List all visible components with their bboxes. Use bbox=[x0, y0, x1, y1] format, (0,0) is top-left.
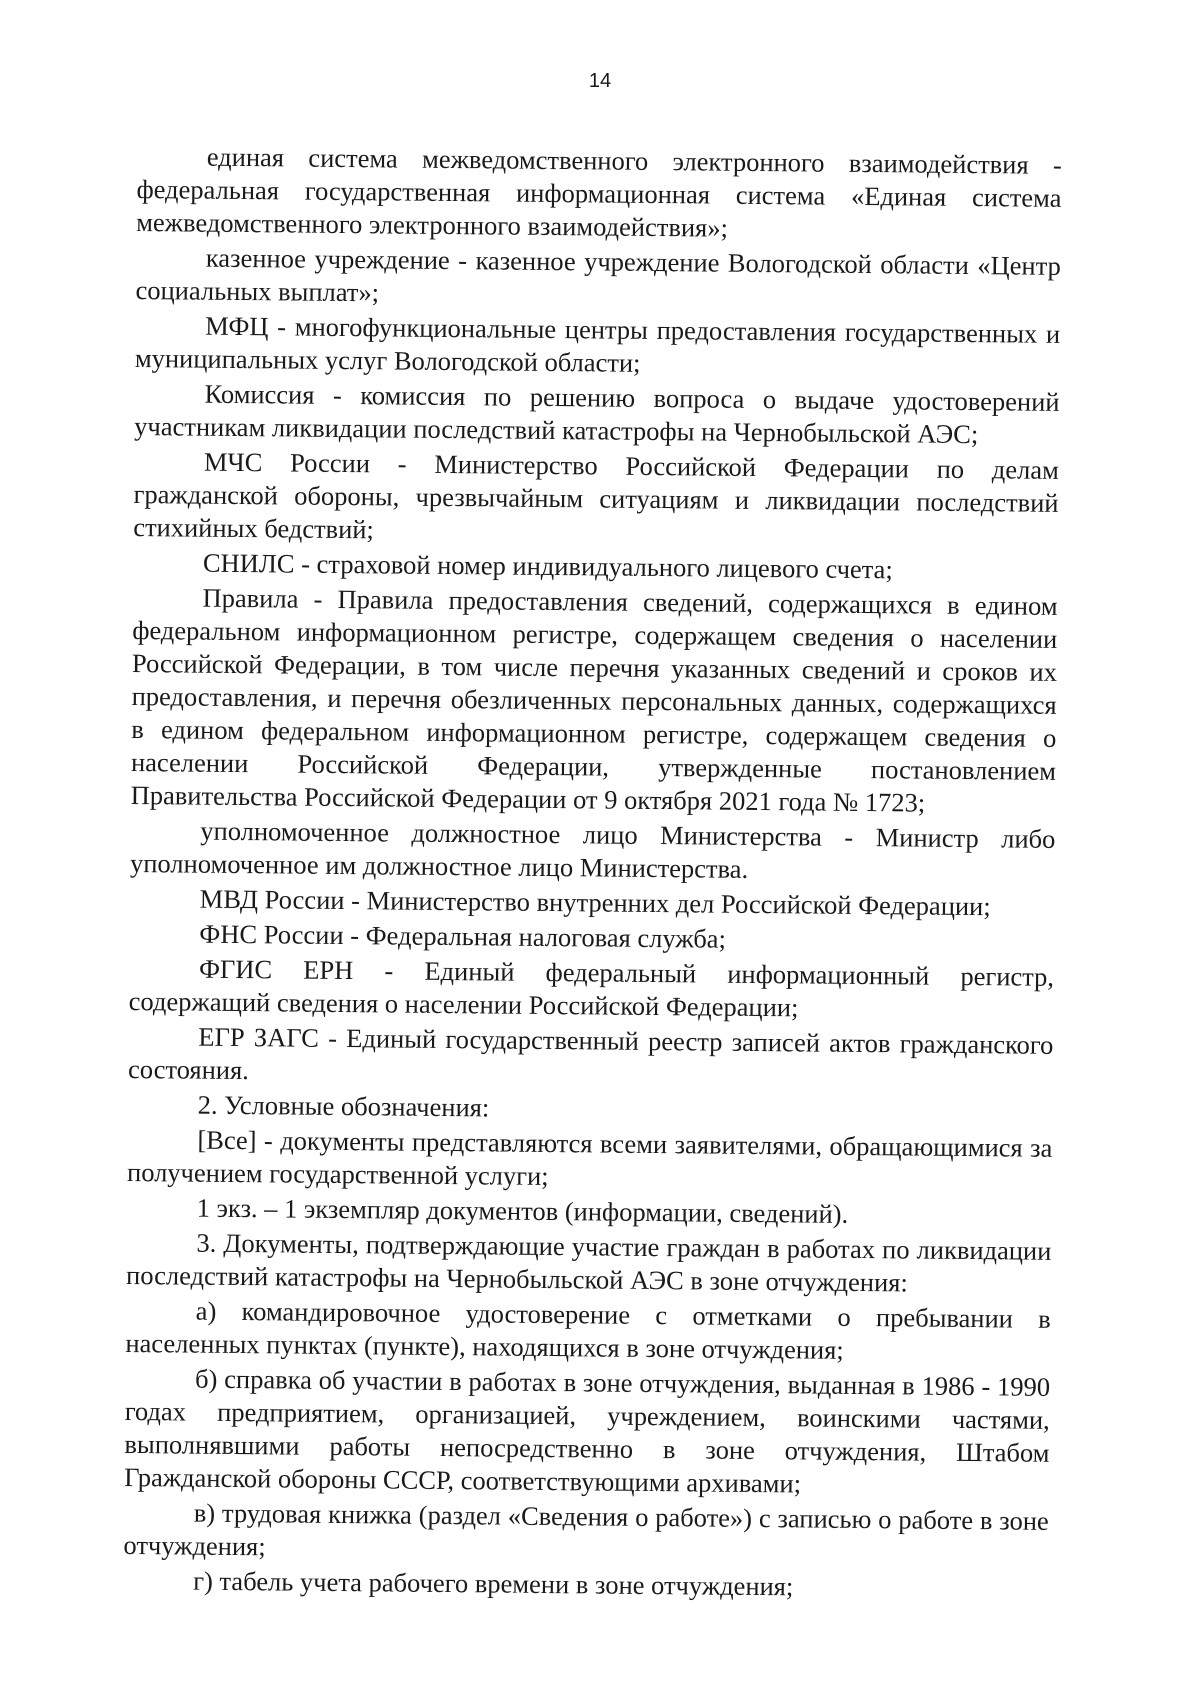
definition-paragraph: СНИЛС - страховой номер индивидуального лицевого счета; bbox=[202, 547, 893, 585]
list-item: в) трудовая книжка (раздел «Сведения о работе») с записью о работе в зоне отчуждения; bbox=[123, 1497, 1049, 1562]
page-number: 14 bbox=[588, 70, 612, 92]
definition-paragraph: МВД России - Министерство внутренних дел Российской Федерации; bbox=[199, 883, 991, 922]
definition-paragraph: единая система межведомственного электронного взаимодействия - федеральная государственная информационная система «Единая система межведомственного электронного взаимодействия»; bbox=[136, 141, 1062, 243]
list-item: г) табель учета рабочего времени в зоне отчуждения; bbox=[193, 1565, 794, 1602]
definition-paragraph: Правила - Правила предоставления сведений, содержащихся в едином федеральном информационном регистре, содержащем сведения о населении Российской Федерации, в том числе перечня указанных сведений и сроков их предоставления, и перечня обезличенных персональных данных, содержащихся в едином федеральном информационном регистре, содержащем сведения о населении Российской Федерации, утвержденные постановлением Правительства Российской Федерации от 9 октября 2021 года № 1723; bbox=[130, 582, 1058, 818]
document-body bbox=[123, 140, 1062, 1608]
section-heading: 3. Документы, подтверждающие участие граждан в работах по ликвидации последствий катастрофы на Чернобыльской АЭС в зоне отчуждения: bbox=[125, 1227, 1052, 1298]
list-item: б) справка об участии в работах в зоне отчуждения, выданная в 1986 - 1990 годах предприятием, организацией, учреждением, воинскими частями, выполнявшими работы непосредственно в зоне отчуждения, Штабом Гражданской обороны СССР, соответствующими архивами; bbox=[124, 1363, 1051, 1499]
definition-paragraph: Комиссия - комиссия по решению вопроса о выдаче удостоверений участникам ликвидации последствий катастрофы на Чернобыльской АЭС; bbox=[134, 378, 1060, 450]
definition-paragraph: уполномоченное должностное лицо Министерства - Министр либо уполномоченное им должностное лицо Министерства. bbox=[129, 815, 1056, 884]
list-item: а) командировочное удостоверение с отметками о пребывании в населенных пунктах (пункте), находящихся в зоне отчуждения; bbox=[125, 1295, 1051, 1365]
definition-paragraph: ФНС России - Федеральная налоговая служба; bbox=[199, 918, 727, 954]
definition-paragraph: МЧС России - Министерство Российской Федерации по делам гражданской обороны, чрезвычайным ситуациям и ликвидации последствий стихийных бедствий; bbox=[133, 446, 1060, 545]
notation-paragraph: [Все] - документы представляются всеми заявителями, обращающимися за получением государственной услуги; bbox=[126, 1124, 1053, 1191]
definition-paragraph: ЕГР ЗАГС - Единый государственный реестр записей актов гражданского состояния. bbox=[127, 1021, 1054, 1086]
definition-paragraph: казенное учреждение - казенное учреждение Вологодской области «Центр социальных выплат»; bbox=[135, 242, 1061, 308]
notation-paragraph: 1 экз. – 1 экземпляр документов (информации, сведений). bbox=[196, 1192, 849, 1229]
section-heading: 2. Условные обозначения: bbox=[197, 1089, 490, 1123]
definition-paragraph: ФГИС ЕРН - Единый федеральный информационный регистр, содержащий сведения о населении Российской Федерации; bbox=[128, 953, 1055, 1023]
definition-paragraph: МФЦ - многофункциональные центры предоставления государственных и муниципальных услуг Вологодской области; bbox=[134, 310, 1061, 378]
